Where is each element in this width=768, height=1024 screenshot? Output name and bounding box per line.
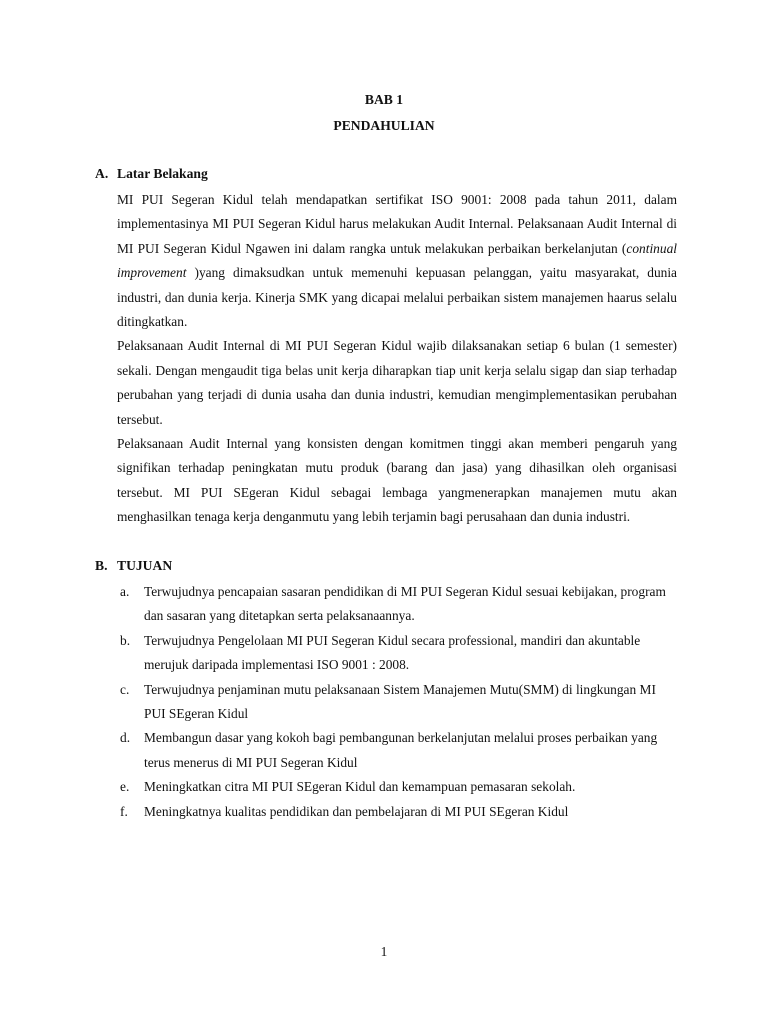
list-item-text: Terwujudnya Pengelolaan MI PUI Segeran Kidul secara professional, mandiri dan akuntable merujuk daripada implementasi ISO 9001 : 2008. (144, 632, 641, 673)
section-a-letter: A. (95, 166, 109, 181)
chapter-title: PENDAHULIAN (333, 118, 435, 133)
chapter-label: BAB 1 (364, 92, 404, 107)
list-marker: c. (120, 681, 130, 697)
section-b-letter: B. (95, 558, 108, 573)
list-item (120, 726, 680, 775)
section-b-title: TUJUAN (117, 558, 173, 573)
page-number: 1 (380, 944, 388, 959)
paragraph-3: Pelaksanaan Audit Internal yang konsisten dengan komitmen tinggi akan memberi pengaruh yang signifikan terhadap peningkatan mutu produk (barang dan jasa) yang dihasilkan oleh organisasi tersebut. MI PUI SEgeran Kidul sebagai lembaga yangmenerapkan manajemen mutu akan menghasilkan tenaga kerja denganmutu yang lebih terjamin bagi perusahaan dan dunia industri. (117, 436, 677, 525)
list-item (120, 800, 680, 824)
list-item (120, 580, 680, 629)
list-marker: a. (120, 584, 130, 599)
list-item (120, 629, 680, 678)
section-b-heading (95, 558, 172, 574)
paragraph-1 (117, 188, 677, 334)
list-item-text: Terwujudnya pencapaian sasaran pendidikan di MI PUI Segeran Kidul sesuai kebijakan, program dan sasaran yang ditetapkan serta pelaksanaannya. (144, 584, 666, 624)
goals-list (120, 580, 680, 824)
section-a-body (117, 188, 677, 530)
paragraph-2: Pelaksanaan Audit Internal di MI PUI Segeran Kidul wajib dilaksanakan setiap 6 bulan (1 semester) sekali. Dengan mengaudit tiga belas unit kerja diharapkan tiap unit kerja selalu sigap dan siap terhadap perubahan yang terjadi di dunia usaha dan dunia industri, kemudian mengimplementasikan perubahan tersebut. (117, 338, 677, 427)
list-marker: e. (120, 779, 130, 795)
paragraph-1-start: MI PUI Segeran Kidul telah mendapatkan sertifikat ISO 9001: 2008 pada tahun 2011, dalam implementasinya MI PUI Segeran Kidul harus melakukan Audit Internal. Pelaksanaan Audit Internal di MI PUI Segeran Kidul Ngawen ini dalam rangka untuk melakukan perbaikan berkelanjutan ( (117, 192, 677, 256)
list-item (120, 678, 680, 727)
list-item-text: Membangun dasar yang kokoh bagi pembangunan berkelanjutan melalui proses perbaikan yang terus menerus di MI PUI Segeran Kidul (144, 730, 658, 770)
paragraph-1-italic: continual improvement (117, 240, 677, 281)
section-a-title: Latar Belakang (117, 166, 208, 181)
section-a-heading (95, 166, 208, 182)
list-marker: b. (120, 632, 131, 648)
list-marker: d. (120, 730, 131, 746)
list-marker: f. (120, 803, 128, 819)
list-item-text: Terwujudnya penjaminan mutu pelaksanaan Sistem Manajemen Mutu(SMM) di lingkungan MI PUI SEgeran Kidul (144, 681, 656, 722)
list-item-text: Meningkatnya kualitas pendidikan dan pembelajaran di MI PUI SEgeran Kidul (144, 803, 569, 819)
list-item (120, 775, 680, 799)
paragraph-1-end: )yang dimaksudkan untuk memenuhi kepuasan pelanggan, yaitu masyarakat, dunia industri, dan dunia kerja. Kinerja SMK yang dicapai melalui perbaikan sistem manajemen haarus selalu ditingkatkan. (117, 265, 677, 330)
list-item-text: Meningkatkan citra MI PUI SEgeran Kidul dan kemampuan pemasaran sekolah. (144, 779, 576, 795)
